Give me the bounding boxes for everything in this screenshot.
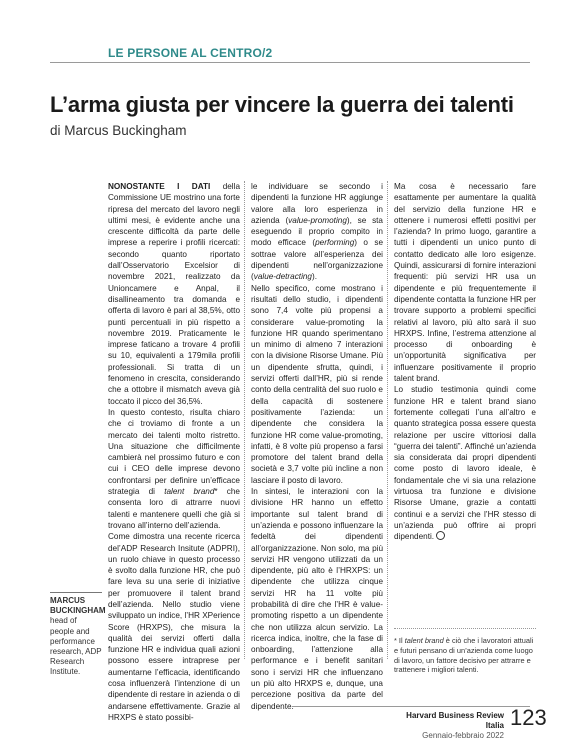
paragraph: [108, 407, 240, 531]
footnote: [394, 636, 536, 675]
section-label: LE PERSONE AL CENTRO/2: [108, 46, 273, 60]
emphasis: value-detracting: [253, 272, 312, 282]
magazine-issue: Gennaio-febbraio 2022: [422, 731, 504, 740]
emphasis: talent brand: [164, 487, 215, 497]
article-column-1: [108, 181, 240, 723]
footnote-text: è ciò che i lavoratori attuali e futuri pensano di un’azienda come luogo di lavoro, un fattore decisivo per attrarre e trattenere i migliori talenti.: [394, 636, 534, 675]
paragraph: [251, 181, 383, 283]
article-column-2: [251, 181, 383, 712]
paragraph-text: della Commissione UE mostrino una forte ripresa del mercato del lavoro negli ultimi mesi, è evidente anche una crescente difficoltà da parte delle imprese a reperire i profili ricercati: secondo quanto riportato dall’Osservatorio Excelsior di novembre 2021, realizzato da Unioncamere e Anpal, il disallineamento tra domanda e offerta di lavoro è pari al 38,5%, otto punti percentuali in più rispetto a novembre 2019. Praticamente le imprese faticano a trovare 4 profili su 10, equivalenti a 179mila profili professionali. Si tratta di un fenomeno in crescita, considerando che a ottobre il mismatch aveva già toccato il picco del 36,5%.: [108, 182, 241, 406]
magazine-name: Harvard Business Review Italia: [406, 711, 504, 730]
paragraph-text: le individuare se secondo i dipendenti la funzione HR aggiunge valore alla loro esperienza in azienda (: [251, 182, 383, 225]
paragraph-text: ), se sta eseguendo il proprio compito in modo efficace (: [251, 215, 383, 248]
footnote-rule: [394, 628, 536, 629]
emphasis: value-promoting: [288, 215, 347, 225]
emphasis: talent brand: [404, 636, 444, 645]
paragraph-text: Lo studio testimonia quindi come funzione HR e talent brand siano fortemente collegati l’una all’altro e quanto strategica possa essere questa relazione per uscire vittoriosi dalla “guerra dei talenti”. Affinché un’azienda sia considerata dai propri dipendenti come posto di lavoro ideale, è fondamentale che vi sia una relazione virtuosa tra funzione e divisione Risorse Umane, grazie a contatti continui e a servizi che l’HR stesso di un’azienda può offrire ai propri dipendenti.: [394, 385, 536, 542]
lead-in: NONOSTANTE I DATI: [108, 182, 211, 191]
author-rule: [50, 592, 102, 593]
article-title: L’arma giusta per vincere la guerra dei talenti: [50, 92, 514, 117]
magazine-credit: [396, 711, 504, 741]
column-divider: [387, 181, 388, 659]
footer-rule: [292, 706, 530, 707]
paragraph: Come dimostra una recente ricerca del’ADP Research Insitute (ADPRI), un ruolo chiave in questo processo è svolto dalla funzione HR, che può fare leva su una serie di iniziative per promuovere il talent brand dell’azienda. Nello studio viene sviluppato un indice, l’HR XPerience Score (HRXPS), che misura la qualità dei servizi offerti dalla funzione HR e individua quali azioni possono essere intraprese per aumentarne l’efficacia, identificando cosa influenzerà l’intenzione di un dipendente di restare in azienda o di andarsene effettivamente. Grazie al HRXPS è stato possibi-: [108, 532, 241, 722]
paragraph: [108, 181, 240, 407]
article-column-3: [394, 181, 536, 543]
paragraph: In sintesi, le interazioni con la divisione HR hanno un effetto importante sul talent brand di un’azienda e possono influenzare la fedeltà dei dipendenti all’organizzazione. Non solo, ma più servizi HR vengono utilizzati da un dipendente, più alto è l’HRXPS: un dipendente che utilizza cinque servizi HR ha 11 volte più probabilità di dire che l’HR è value-promoting rispetto a un dipendente che non utilizza alcun servizio. La ricerca indica, inoltre, che la fase di onboarding, l’attenzione alla performance e i benefit sanitari sono i servizi HR che influenzano un più alto HRXPS e, dunque, una percezione positiva da parte del dipendente.: [251, 487, 383, 711]
paragraph: Nello specifico, come mostrano i risultati dello studio, i dipendenti sono 7,4 volte più propensi a considerare value-promoting la funzione HR quando sperimentano un minimo di almeno 7 interazioni con la divisione Risorse Umane. Più un dipendente sfrutta, quindi, i servizi offerti dall’HR, più si rende conto della centralità del suo ruolo e della capacità di sostenere positivamente l’azienda: un dipendente che considera la funzione HR come value-promoting, infatti, è 8 volte più propenso a farsi promotore del talent brand della società e 3,7 volte più incline a non lasciare il posto di lavoro.: [251, 283, 383, 485]
footnote-marker: * Il: [394, 636, 405, 645]
paragraph-text: * che consenta loro di attrarre nuovi talenti e mantenere quelli che già si trovano all’interno dell’azienda.: [108, 487, 240, 530]
author-box: [50, 596, 106, 678]
author-name: MARCUS BUCKINGHAM: [50, 596, 106, 616]
top-rule: [50, 62, 530, 63]
paragraph-text: In questo contesto, risulta chiaro che ci troviamo di fronte a un mercato dei talenti molto ristretto. Una situazione che difficilmente cambierà nel prossimo futuro e con cui i CEO delle imprese devono confrontarsi per definire un’efficace strategia di: [108, 407, 240, 497]
author-bio: head of people and performance research, ADP Research Institute.: [50, 616, 102, 677]
byline: di Marcus Buckingham: [50, 123, 187, 138]
paragraph: Ma cosa è necessario fare esattamente per aumentare la qualità del servizio della funzione HR e ottenere i numerosi effetti positivi per l’azienda? In primo luogo, garantire a tutti i dipendenti un unico punto di contatto dedicato alle loro esigenze. Quindi, assicurarsi di fornire interazioni frequenti: più servizi HR usa un dipendente e più frequentemente il dipendente contatta la funzione HR per trovare supporto a problemi specifici relativi al lavoro, più alto sarà il suo HRXPS. Infine, l’estrema attenzione al processo di onboarding è un’opportunità significativa per influenzare positivamente il proprio talent brand.: [394, 182, 537, 384]
page-number: 123: [510, 705, 547, 730]
end-of-article-icon: [436, 531, 445, 540]
paragraph-text: ).: [312, 272, 318, 282]
paragraph: [394, 384, 536, 542]
paragraph-text: ) o se sottrae valore all’esperienza dei dipendenti nell’organizzazione (: [251, 238, 384, 282]
emphasis: performing: [315, 238, 355, 248]
column-divider: [244, 181, 245, 659]
